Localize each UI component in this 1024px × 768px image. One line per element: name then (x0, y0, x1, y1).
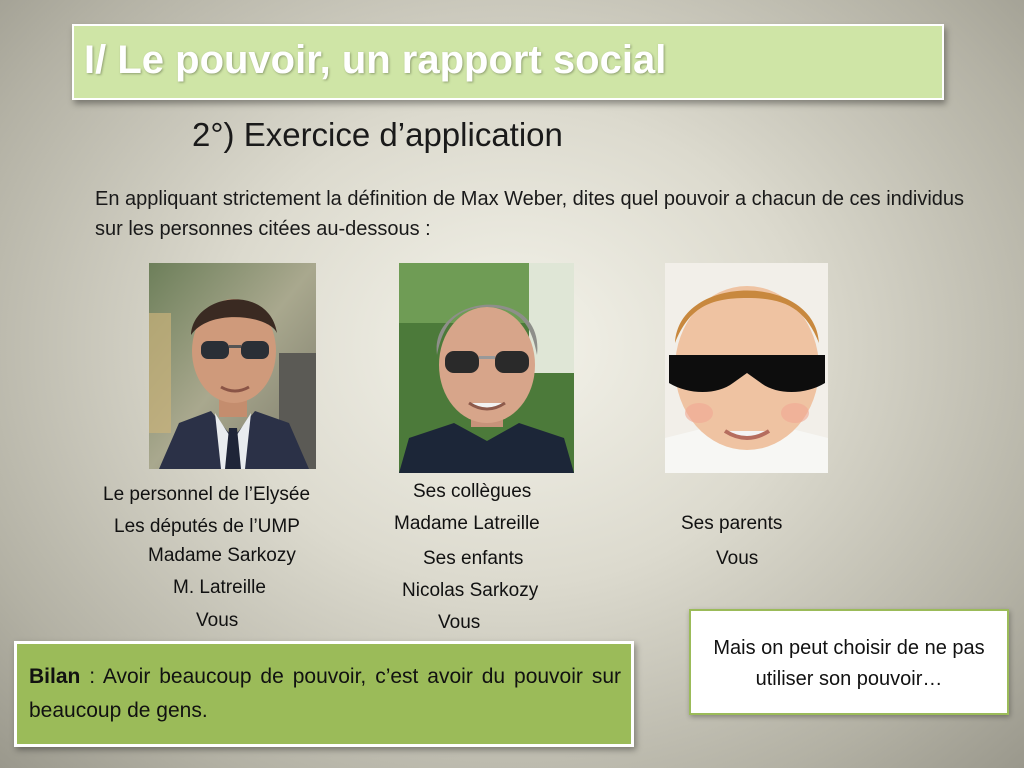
list-item: Ses enfants (423, 548, 524, 569)
photo-baby (665, 263, 828, 473)
bilan-label: Bilan (29, 665, 81, 688)
bilan-text: : Avoir beaucoup de pouvoir, c’est avoir du pouvoir sur beaucoup de gens. (29, 665, 621, 722)
list-item: Madame Latreille (394, 513, 540, 534)
list-item: Ses collègues (413, 481, 532, 502)
list-item: M. Latreille (173, 577, 266, 598)
bilan-box (14, 641, 634, 747)
slide-title: I/ Le pouvoir, un rapport social (84, 38, 667, 82)
portrait-man-suit-image (149, 263, 316, 469)
slide-title-bar (72, 24, 944, 100)
list-item: Vous (196, 610, 239, 631)
list-item: Ses parents (681, 513, 783, 534)
list-item: Madame Sarkozy (148, 545, 296, 566)
photo-man-gray-hair (399, 263, 574, 473)
note-text: Mais on peut choisir de ne pas utiliser son pouvoir… (713, 637, 985, 690)
portrait-man-gray-hair-image (399, 263, 574, 473)
note-box (689, 609, 1009, 715)
list-item: Le personnel de l’Elysée (103, 484, 311, 505)
list-item: Les députés de l’UMP (114, 516, 300, 537)
portrait-baby-image (665, 263, 828, 473)
list-item: Nicolas Sarkozy (402, 580, 539, 601)
exercise-subtitle: 2°) Exercice d’application (192, 116, 563, 153)
list-item: Vous (716, 548, 759, 569)
exercise-instructions: En appliquant strictement la définition de Max Weber, dites quel pouvoir a chacun de ces individus sur les personnes citées au-dessous : (95, 188, 965, 240)
list-item: Vous (438, 612, 481, 633)
photo-man-suit (149, 263, 316, 469)
